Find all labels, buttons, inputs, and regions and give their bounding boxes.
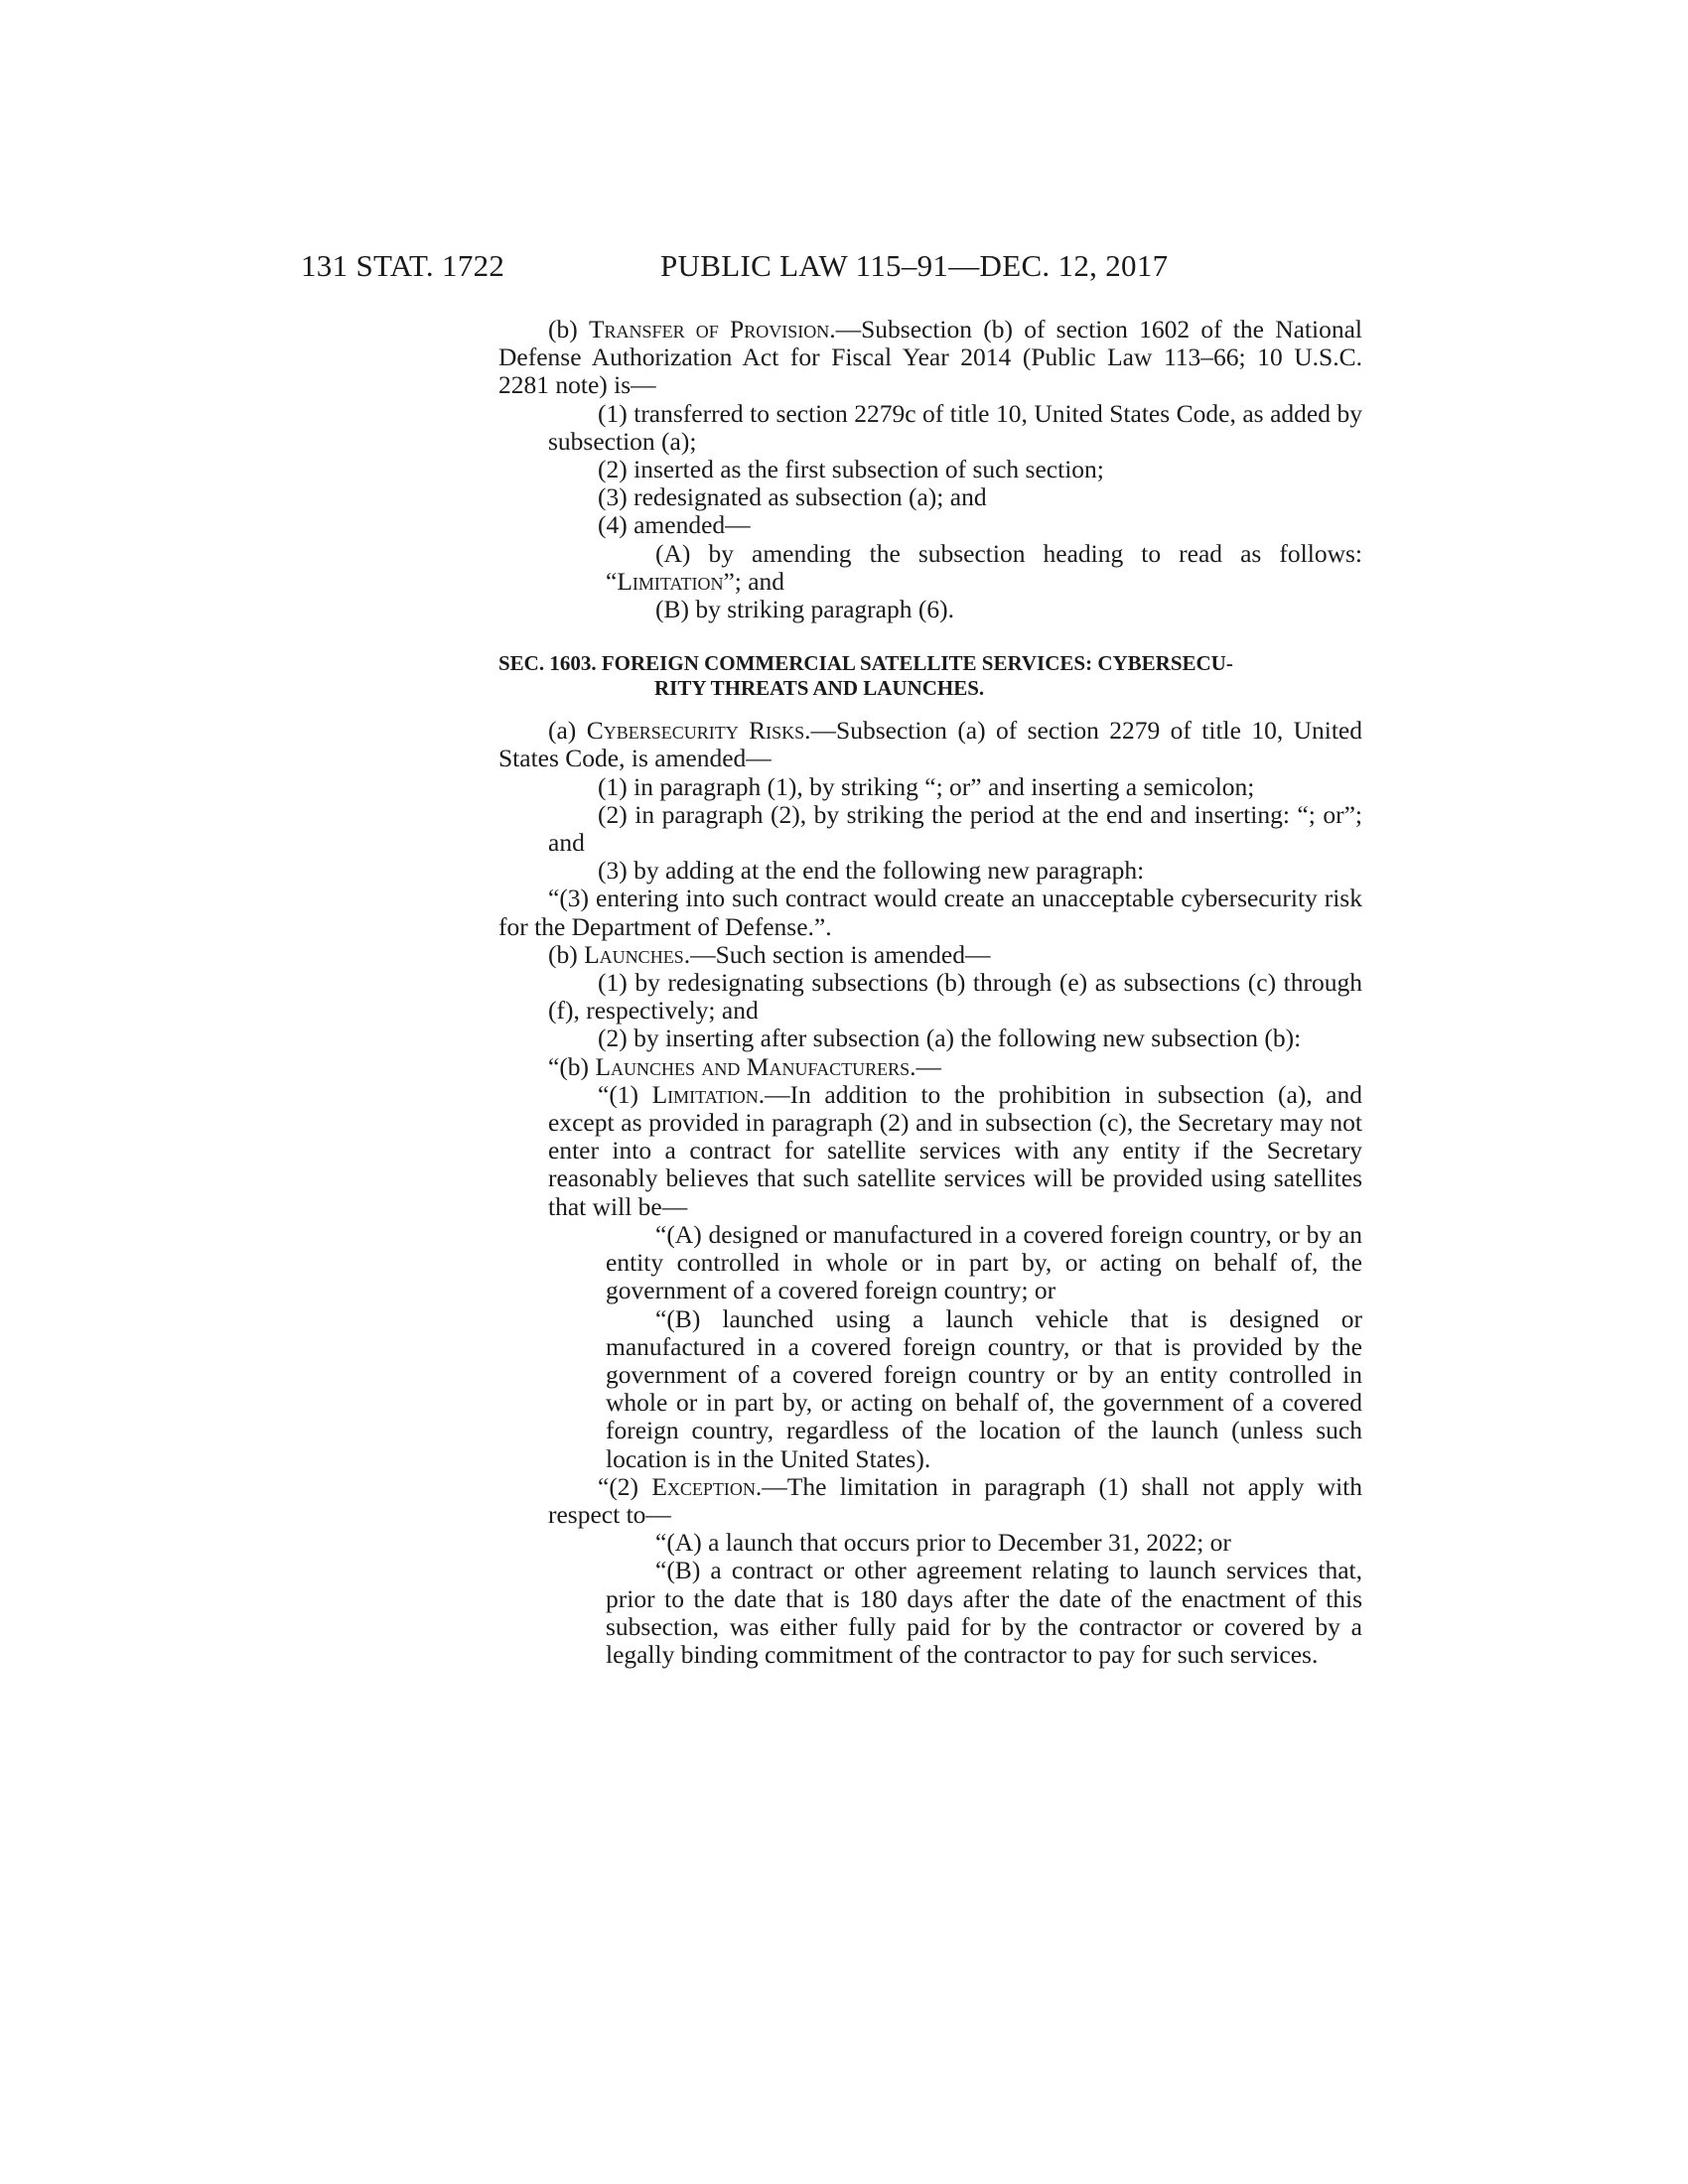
paragraph-3: (3) by adding at the end the following new paragraph: [598, 856, 1145, 886]
quoted-paragraph-2-exception: “(2) Exception.—The limitation in paragraph (1) shall not apply with respect to— [548, 1471, 1362, 1529]
quoted-subparagraph-b: “(B) launched using a launch vehicle that is designed or manufactured in a covered foreign country, or that is provided by the government of a covered foreign country or by an entity controlled in whole or in part by, or acting on behalf of, the government of a covered foreign country, regardless of the location of the launch (unless such location is in the United States). [606, 1303, 1362, 1473]
paragraph-3: (3) redesignated as subsection (a); and [598, 482, 987, 512]
paragraph-1: (1) in paragraph (1), by striking “; or” and inserting a semicolon; [598, 771, 1255, 801]
paragraph-1: (1) transferred to section 2279c of title 10, United States Code, as added by subsection (a); [548, 398, 1362, 456]
subsection-heading: Transfer of Provision [588, 315, 830, 343]
paragraph-2: (2) by inserting after subsection (a) the following new subsection (b): [598, 1024, 1302, 1053]
section-heading-1603: SEC. 1603. FOREIGN COMMERCIAL SATELLITE SERVICES: CYBERSECU- RITY THREATS AND LAUNCHES. [498, 651, 1233, 701]
quoted-paragraph-3: “(3) entering into such contract would create an unacceptable cybersecurity risk for the Department of Defense.”. [498, 884, 1362, 941]
subsection-heading: Launches [584, 939, 684, 969]
subsection-heading: Cybersecurity Risks [586, 716, 805, 746]
subsection-a-cybersecurity: (a) Cybersecurity Risks.—Subsection (a) of section 2279 of title 10, United States Code, is amended— [498, 716, 1362, 773]
paragraph-2: (2) inserted as the first subsection of such section; [598, 455, 1104, 484]
quoted-paragraph-1-limitation: “(1) Limitation.—In addition to the prohibition in subsection (a), and except as provided in paragraph (2) and in subsection (c), the Secretary may not enter into a contract for satellite services with any entity if the Secretary reasonably believes that such satellite services will be provided using satellites that will be— [548, 1079, 1362, 1221]
document-body [498, 316, 1362, 1669]
subparagraph-b: (B) by striking paragraph (6). [655, 595, 954, 624]
running-title: PUBLIC LAW 115–91—DEC. 12, 2017 [660, 248, 1169, 283]
paragraph-1: (1) by redesignating subsections (b) through (e) as subsections (c) through (f), respectively; and [548, 968, 1362, 1025]
page-header [301, 248, 1224, 288]
paragraph-2: (2) in paragraph (2), by striking the period at the end and inserting: “; or”; and [548, 799, 1362, 858]
statute-page-number: 131 STAT. 1722 [301, 248, 505, 283]
paragraph-4: (4) amended— [598, 510, 751, 540]
subparagraph-a: (A) by amending the subsection heading to read as follows: “Limitation”; and [606, 538, 1362, 596]
exception-subparagraph-a: “(A) a launch that occurs prior to December 31, 2022; or [655, 1528, 1231, 1558]
subsection-b-transfer: (b) Transfer of Provision.—Subsection (b) of section 1602 of the National Defense Authorization Act for Fiscal Year 2014 (Public Law 113–66; 10 U.S.C. 2281 note) is— [498, 315, 1362, 400]
subsection-b-launches: (b) Launches.—Such section is amended— [548, 939, 991, 969]
quoted-subparagraph-a: “(A) designed or manufactured in a covered foreign country, or by an entity controlled in whole or in part by, or acting on behalf of, the government of a covered foreign country; or [606, 1219, 1362, 1305]
quoted-subsection-b: “(b) Launches and Manufacturers.— [548, 1051, 942, 1081]
exception-subparagraph-b: “(B) a contract or other agreement relating to launch services that, prior to the date that is 180 days after the date of the enactment of this subsection, was either fully paid for by the contractor or covered by a legally binding commitment of the contractor to pay for such services. [606, 1556, 1362, 1669]
